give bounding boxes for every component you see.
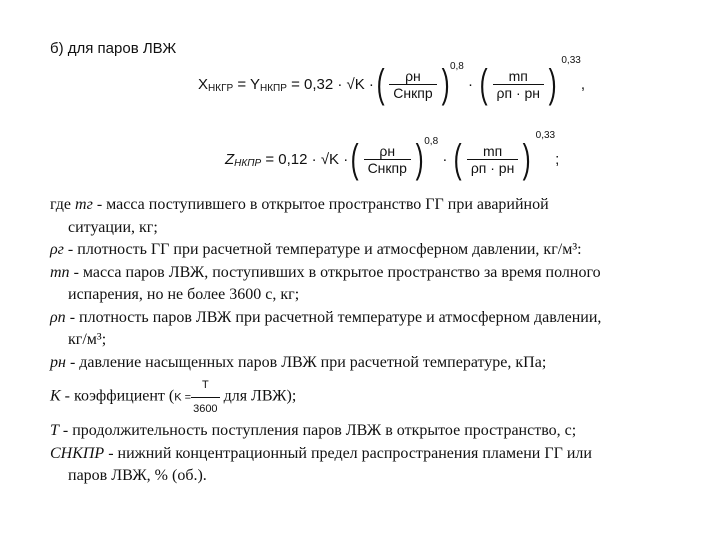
k-fraction: $\frac{T}{3600}$ — [191, 374, 219, 420]
formula2-dot: · — [442, 150, 448, 168]
formula2-coef: = 0,12 · √K · — [265, 150, 349, 168]
right-paren: ) — [522, 137, 531, 181]
definition-m-g: где mг - масса поступившего в открытое пространство ГГ при аварийной — [50, 196, 549, 213]
formula2-lhs-sub: НКПР — [234, 157, 262, 169]
formula2-fraction-2: $\frac{mп}{\rho п \cdot pн}$ — [467, 143, 519, 176]
left-paren: ( — [454, 137, 463, 181]
definition-rho-p: ρп - плотность паров ЛВЖ при расчетной температуре и атмосферном давлении, — [50, 308, 602, 326]
section-heading: б) для паров ЛВЖ — [50, 40, 177, 57]
definition-p-n: pн - давление насыщенных паров ЛВЖ при расчетной температуре, кПа; — [50, 353, 547, 371]
formula1-eq: = Y — [237, 75, 260, 93]
definition-rho-g: ρг - плотность ГГ при расчетной температуре и атмосферном давлении, кг/м³: — [50, 241, 582, 258]
left-paren: ( — [479, 62, 488, 106]
formula1-exponent-1: 0,8 — [449, 60, 464, 72]
definition-c-nkpr: CНКПР - нижний концентрационный предел распространения пламени ГГ или — [50, 444, 592, 462]
formula1-eq-sub: НКПР — [260, 82, 287, 94]
definition-t: T - продолжительность поступления паров ЛВЖ в открытое пространство, с; — [50, 422, 577, 439]
right-paren: ) — [415, 137, 424, 181]
definitions-list: где mг - масса поступившего в открытое пространство ГГ при аварийной ситуации, кг; ρг - плотность ГГ при расчетной температуре и атмосферном давлении, кг/м³: mп - масса паров ЛВЖ, поступивших в открытое пространство за время полного испарения, но не более 3600 с, кг; ρп - плотность паров ЛВЖ при расчетной температуре и атмосферном давлении, кг/м³; pн - давление насыщенных паров ЛВЖ при расчетной температуре, кПа; K - коэффициент (K = $\frac{T}{3600}$ для ЛВЖ); T - продолжительность поступления паров ЛВЖ в открытое пространство, с; CНКПР - нижний концентрационный предел распространения пламени ГГ или паров ЛВЖ, % (об.). — [50, 194, 680, 488]
formula2-fraction-1: $\frac{\rho н}{\text{Cнкпр}}$ — [364, 143, 411, 176]
formula1-coef: = 0,32 · √K · — [291, 75, 374, 93]
formula1-fraction-1: $\frac{\rho н}{\text{Cнкпр}}$ — [389, 68, 436, 101]
formula2-exponent-2: 0,33 — [535, 129, 556, 141]
formula1-lhs: X — [198, 75, 209, 93]
formula-x-nkgr — [198, 54, 585, 110]
right-paren: ) — [548, 62, 557, 106]
formula1-lhs-sub: НКГР — [208, 82, 234, 94]
formula2-exponent-1: 0,8 — [424, 135, 439, 147]
definition-k: K - коэффициент (K = $\frac{T}{3600}$ для ЛВЖ); — [50, 374, 680, 420]
formula1-exponent-2: 0,33 — [561, 54, 581, 66]
formula2-end: ; — [555, 150, 560, 168]
right-paren: ) — [441, 62, 450, 106]
formula1-end: , — [580, 75, 585, 93]
left-paren: ( — [350, 137, 359, 181]
formula1-fraction-2: $\frac{mп}{\rho п \cdot pн}$ — [493, 68, 545, 101]
formula2-lhs: Z — [225, 150, 235, 168]
formula-z-nkpr — [225, 129, 560, 185]
left-paren: ( — [376, 62, 385, 106]
definition-m-p: mп - масса паров ЛВЖ, поступивших в открытое пространство за время полного — [50, 263, 601, 281]
formula1-dot: · — [468, 75, 474, 93]
